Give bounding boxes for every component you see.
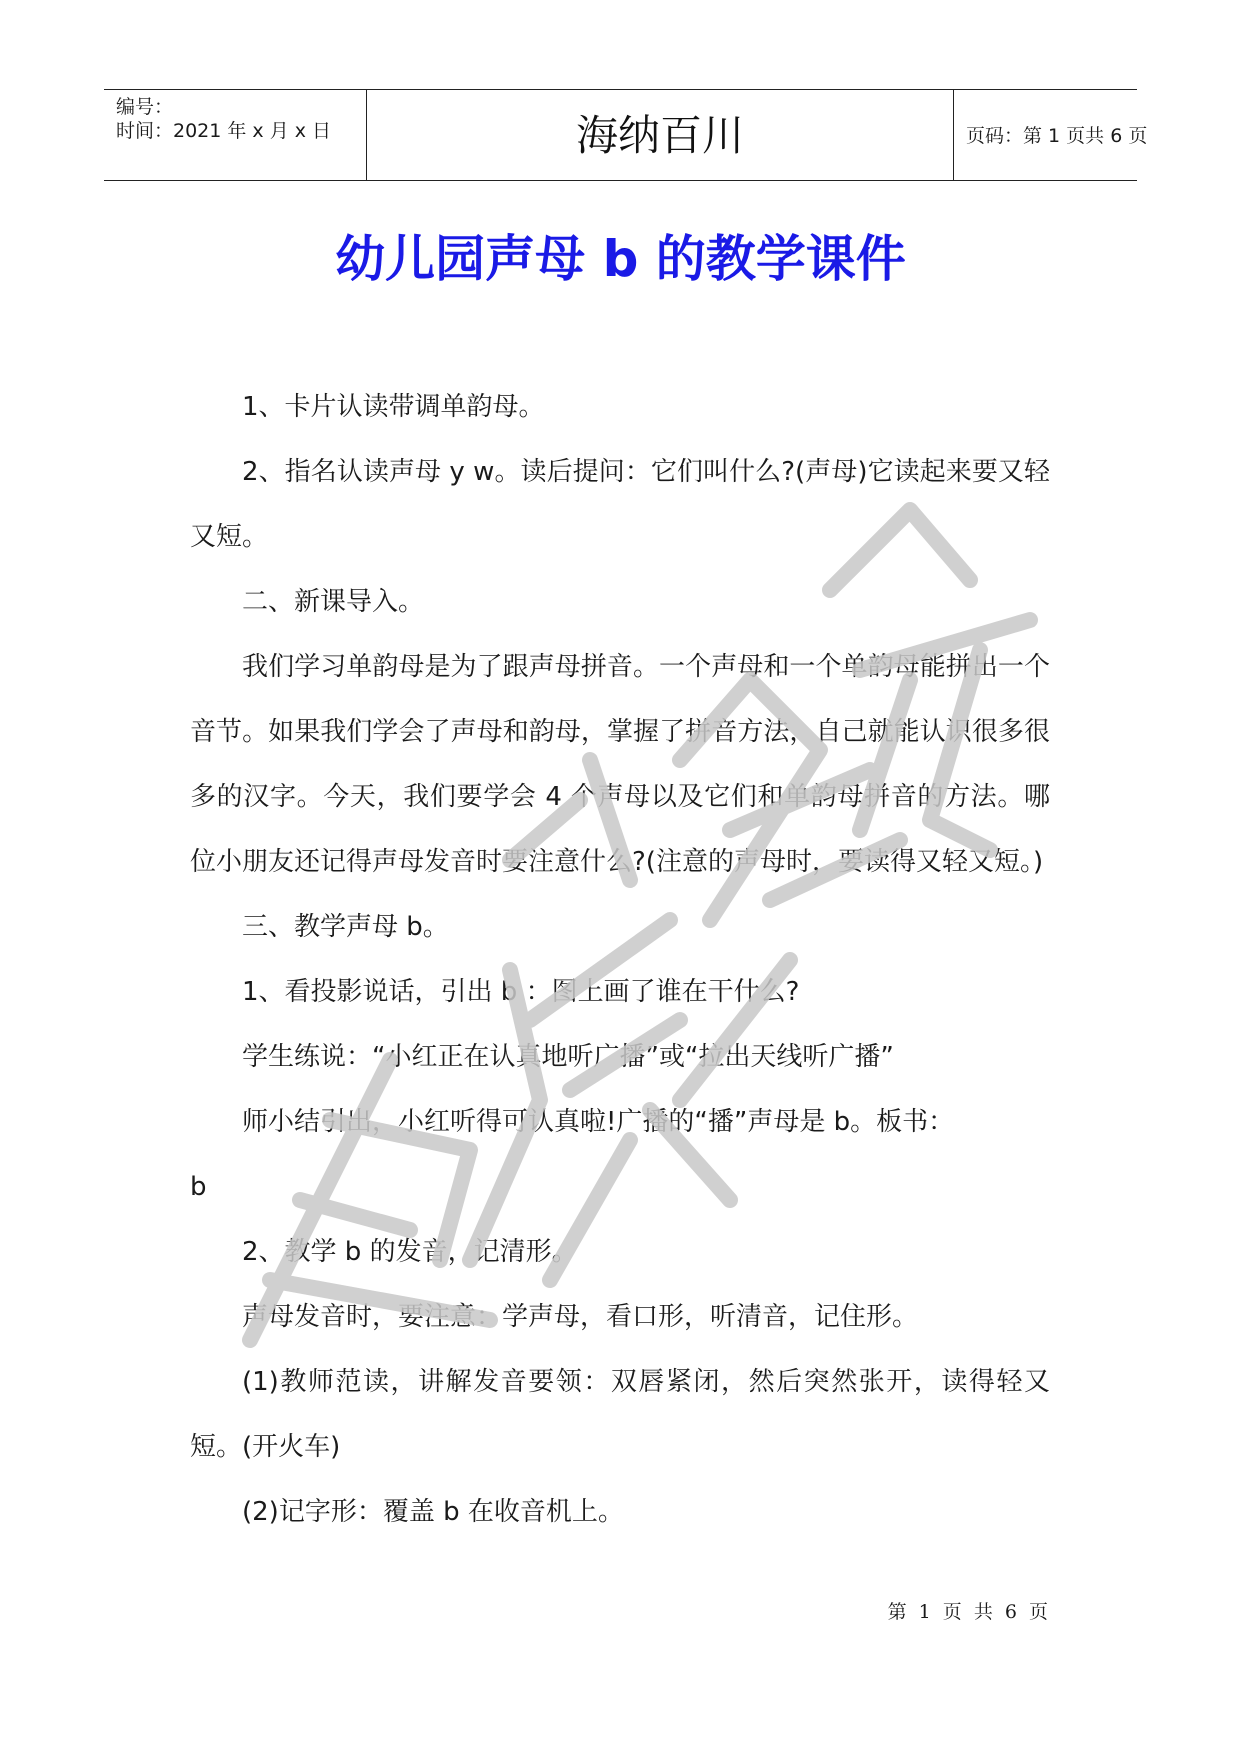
- header-brand-cell: [366, 90, 954, 180]
- document-title: 幼儿园声母 b 的教学课件: [335, 230, 906, 288]
- body-paragraph: 2、指名认读声母 y w。读后提问：它们叫什么?(声母)它读起来要又轻又短。: [190, 457, 1050, 552]
- header-page-cell: [954, 90, 1148, 180]
- body-paragraph: 2、教学 b 的发音，记清形。: [242, 1237, 578, 1267]
- body-paragraph: 我们学习单韵母是为了跟声母拼音。一个声母和一个单韵母能拼出一个音节。如果我们学会了声母和韵母，掌握了拼音方法，自己就能认识很多很多的汉字。今天，我们要学会 4 个声母以及它们和单韵母拼音的方法。哪位小朋友还记得声母发音时要注意什么?(注意的声母时，要读得又轻又短。): [190, 652, 1050, 877]
- body-paragraph: (1)教师范读，讲解发音要领：双唇紧闭，然后突然张开，读得轻又短。(开火车): [190, 1367, 1050, 1462]
- body-paragraph: 学生练说：“小红正在认真地听广播”或“拉出天线听广播”: [242, 1042, 894, 1072]
- body-paragraph: 二、新课导入。: [242, 587, 425, 617]
- body-paragraph: (2)记字形：覆盖 b 在收音机上。: [242, 1497, 624, 1527]
- body-paragraph: 三、教学声母 b。: [242, 912, 449, 942]
- header-table: [104, 89, 1148, 181]
- page-code: 页码：第 1 页共 6 页: [966, 125, 1148, 147]
- body-paragraph: b: [190, 1172, 207, 1202]
- page-footer: 第 1 页 共 6 页: [887, 1601, 1051, 1623]
- body-paragraph: 声母发音时，要注意：学声母，看口形，听清音，记住形。: [242, 1302, 919, 1332]
- body-paragraph: 1、卡片认读带调单韵母。: [242, 392, 545, 422]
- serial-label: 编号：: [116, 96, 174, 118]
- document-body: [190, 375, 1050, 1545]
- date-line: 时间：2021 年 x 月 x 日: [116, 120, 332, 142]
- body-paragraph: 1、看投影说话，引出 b ：图上画了谁在干什么?: [242, 977, 800, 1007]
- body-paragraph: 师小结引出，小红听得可认真啦!广播的“播”声母是 b。板书：: [242, 1107, 955, 1137]
- header-meta-cell: [104, 90, 366, 180]
- brand-name: 海纳百川: [575, 111, 744, 160]
